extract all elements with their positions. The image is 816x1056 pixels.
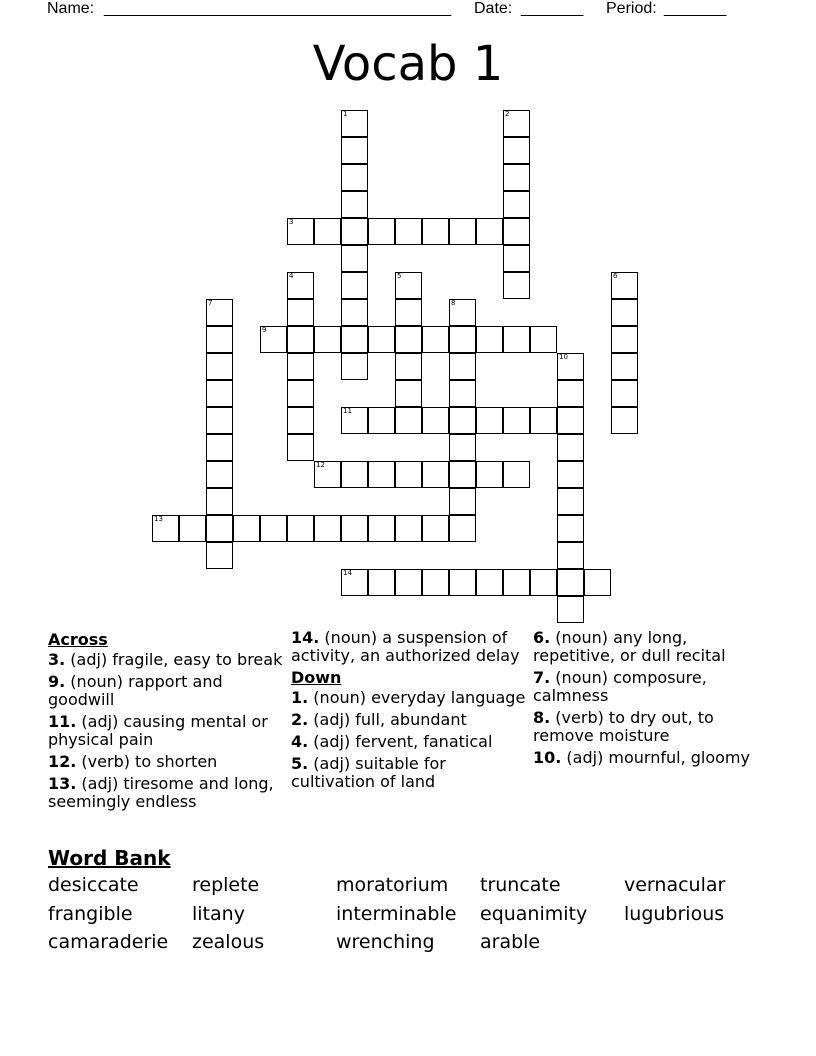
grid-cell[interactable] — [611, 380, 638, 407]
grid-cell[interactable] — [368, 218, 395, 245]
grid-cell[interactable] — [449, 299, 476, 326]
clue-text: (noun) composure, calmness — [533, 668, 707, 705]
grid-cell[interactable] — [206, 353, 233, 380]
grid-cell[interactable] — [260, 326, 287, 353]
grid-cell[interactable] — [449, 407, 476, 434]
cell-number: 7 — [208, 299, 213, 307]
grid-cell[interactable] — [476, 461, 503, 488]
grid-cell[interactable] — [287, 218, 314, 245]
clue-column-2 — [291, 629, 527, 795]
grid-cell[interactable] — [611, 407, 638, 434]
grid-cell[interactable] — [503, 137, 530, 164]
cell-number: 5 — [397, 272, 402, 280]
grid-cell[interactable] — [287, 353, 314, 380]
grid-cell[interactable] — [476, 407, 503, 434]
grid-cell[interactable] — [557, 596, 584, 623]
grid-cell[interactable] — [449, 488, 476, 515]
grid-cell[interactable] — [557, 515, 584, 542]
clue-across-3 — [48, 651, 284, 669]
grid-cell[interactable] — [341, 515, 368, 542]
across-heading: Across — [48, 630, 108, 649]
grid-cell[interactable] — [341, 353, 368, 380]
clue-column-1 — [48, 629, 284, 815]
word-bank-item: wrenching — [336, 931, 435, 953]
grid-cell[interactable] — [422, 569, 449, 596]
cell-number: 9 — [262, 326, 267, 334]
grid-cell[interactable] — [557, 380, 584, 407]
clue-text: (adj) full, abundant — [308, 710, 467, 729]
grid-cell[interactable] — [206, 488, 233, 515]
clue-number: 12. — [48, 752, 77, 771]
grid-cell[interactable] — [368, 461, 395, 488]
grid-cell[interactable] — [395, 353, 422, 380]
grid-cell[interactable] — [584, 569, 611, 596]
clue-across-14 — [291, 629, 527, 665]
grid-cell[interactable] — [449, 515, 476, 542]
clue-column-3 — [533, 629, 769, 771]
clue-text: (adj) causing mental or physical pain — [48, 712, 268, 749]
grid-cell[interactable] — [206, 407, 233, 434]
grid-cell[interactable] — [341, 218, 368, 245]
word-bank-item: equanimity — [480, 902, 588, 925]
grid-cell[interactable] — [152, 515, 179, 542]
clue-number: 7. — [533, 668, 551, 687]
clue-text: (adj) suitable for cultivation of land — [291, 754, 446, 791]
grid-cell[interactable] — [503, 245, 530, 272]
clue-number: 9. — [48, 672, 66, 691]
grid-cell[interactable] — [503, 407, 530, 434]
clue-text: (adj) fragile, easy to break — [65, 650, 283, 669]
grid-cell[interactable] — [530, 326, 557, 353]
grid-cell[interactable] — [341, 407, 368, 434]
grid-cell[interactable] — [341, 191, 368, 218]
grid-cell[interactable] — [206, 461, 233, 488]
clue-number: 6. — [533, 628, 551, 647]
clue-down-8 — [533, 709, 769, 745]
word-bank-item: interminable — [336, 902, 457, 925]
grid-cell[interactable] — [287, 299, 314, 326]
grid-cell[interactable] — [287, 434, 314, 461]
clue-number: 13. — [48, 774, 77, 793]
grid-cell[interactable] — [287, 272, 314, 299]
clue-text: (adj) mournful, gloomy — [561, 748, 750, 767]
grid-cell[interactable] — [530, 407, 557, 434]
grid-cell[interactable] — [530, 569, 557, 596]
word-bank-item: replete — [192, 874, 260, 896]
word-bank-item: lugubrious — [624, 902, 725, 925]
cell-number: 4 — [289, 272, 294, 280]
clue-number: 3. — [48, 650, 66, 669]
grid-cell[interactable] — [314, 515, 341, 542]
clue-across-12 — [48, 753, 284, 771]
grid-cell[interactable] — [557, 353, 584, 380]
period-blank-line[interactable]: _______ — [664, 0, 727, 17]
grid-cell[interactable] — [341, 137, 368, 164]
page-title: Vocab 1 — [312, 36, 504, 92]
grid-cell[interactable] — [206, 515, 233, 542]
clue-number: 5. — [291, 754, 309, 773]
cell-number: 12 — [316, 461, 325, 469]
grid-cell[interactable] — [341, 569, 368, 596]
grid-cell[interactable] — [611, 299, 638, 326]
word-bank-item: zealous — [192, 931, 265, 953]
grid-cell[interactable] — [368, 515, 395, 542]
grid-cell[interactable] — [422, 407, 449, 434]
grid-cell[interactable] — [260, 515, 287, 542]
date-label: Date: — [474, 0, 513, 17]
cell-number: 3 — [289, 218, 294, 226]
grid-cell[interactable] — [449, 380, 476, 407]
clue-number: 1. — [291, 688, 309, 707]
word-bank-item: litany — [192, 902, 245, 925]
cell-number: 8 — [451, 299, 456, 307]
grid-cell[interactable] — [557, 434, 584, 461]
clue-down-1 — [291, 689, 527, 707]
clue-down-2 — [291, 711, 527, 729]
word-bank-item: truncate — [480, 874, 561, 896]
clue-text: (noun) everyday language — [308, 688, 526, 707]
cell-number: 10 — [559, 353, 568, 361]
clue-down-4 — [291, 733, 527, 751]
grid-cell[interactable] — [314, 218, 341, 245]
clue-number: 14. — [291, 628, 320, 647]
grid-cell[interactable] — [557, 542, 584, 569]
clue-text: (noun) a suspension of activity, an authorized delay — [291, 628, 520, 665]
clue-text: (noun) rapport and goodwill — [48, 672, 223, 709]
grid-cell[interactable] — [341, 164, 368, 191]
clue-number: 2. — [291, 710, 309, 729]
grid-cell[interactable] — [206, 542, 233, 569]
grid-cell[interactable] — [368, 326, 395, 353]
grid-cell[interactable] — [449, 569, 476, 596]
clue-text: (adj) fervent, fanatical — [308, 732, 493, 751]
grid-cell[interactable] — [503, 272, 530, 299]
cell-number: 6 — [613, 272, 618, 280]
grid-cell[interactable] — [449, 353, 476, 380]
grid-cell[interactable] — [557, 488, 584, 515]
grid-cell[interactable] — [341, 299, 368, 326]
grid-cell[interactable] — [233, 515, 260, 542]
grid-cell[interactable] — [287, 515, 314, 542]
grid-cell[interactable] — [611, 326, 638, 353]
word-bank-item: arable — [480, 931, 541, 953]
grid-cell[interactable] — [422, 461, 449, 488]
word-bank-item: moratorium — [336, 874, 449, 896]
clue-across-13 — [48, 775, 284, 811]
grid-cell[interactable] — [557, 407, 584, 434]
grid-cell[interactable] — [395, 272, 422, 299]
cell-number: 13 — [154, 515, 163, 523]
grid-cell[interactable] — [611, 353, 638, 380]
grid-cell[interactable] — [179, 515, 206, 542]
grid-cell[interactable] — [557, 461, 584, 488]
grid-cell[interactable] — [206, 299, 233, 326]
grid-cell[interactable] — [395, 515, 422, 542]
grid-cell[interactable] — [395, 299, 422, 326]
clue-down-7 — [533, 669, 769, 705]
word-bank-item: vernacular — [624, 874, 726, 896]
grid-cell[interactable] — [503, 191, 530, 218]
grid-cell[interactable] — [341, 110, 368, 137]
grid-cell[interactable] — [206, 326, 233, 353]
grid-cell[interactable] — [503, 110, 530, 137]
grid-cell[interactable] — [422, 515, 449, 542]
clue-number: 8. — [533, 708, 551, 727]
grid-cell[interactable] — [395, 569, 422, 596]
grid-cell[interactable] — [611, 272, 638, 299]
name-label: Name: — [47, 0, 95, 17]
down-heading: Down — [291, 668, 342, 687]
word-bank-item: camaraderie — [48, 931, 169, 953]
grid-cell[interactable] — [341, 245, 368, 272]
grid-cell[interactable] — [395, 407, 422, 434]
grid-cell[interactable] — [449, 461, 476, 488]
word-bank-heading: Word Bank — [48, 846, 171, 870]
date-blank-line[interactable]: _______ — [521, 0, 584, 17]
grid-cell[interactable] — [368, 569, 395, 596]
grid-cell[interactable] — [314, 461, 341, 488]
word-bank-item: desiccate — [48, 874, 139, 896]
clue-number: 10. — [533, 748, 562, 767]
clue-down-10 — [533, 749, 769, 767]
grid-cell[interactable] — [395, 461, 422, 488]
cell-number: 1 — [343, 110, 348, 118]
grid-cell[interactable] — [368, 407, 395, 434]
grid-cell[interactable] — [449, 218, 476, 245]
grid-cell[interactable] — [287, 380, 314, 407]
clue-across-9 — [48, 673, 284, 709]
grid-cell[interactable] — [287, 326, 314, 353]
grid-cell[interactable] — [503, 218, 530, 245]
name-blank-line[interactable]: _______________________________________ — [104, 0, 452, 17]
clue-down-5 — [291, 755, 527, 791]
grid-cell[interactable] — [314, 326, 341, 353]
grid-cell[interactable] — [395, 326, 422, 353]
grid-cell[interactable] — [395, 218, 422, 245]
clue-text: (noun) any long, repetitive, or dull recital — [533, 628, 726, 665]
grid-cell[interactable] — [557, 569, 584, 596]
grid-cell[interactable] — [341, 326, 368, 353]
clue-text: (verb) to shorten — [76, 752, 218, 771]
period-label: Period: — [606, 0, 657, 17]
cell-number: 14 — [343, 569, 352, 577]
grid-cell[interactable] — [206, 380, 233, 407]
grid-cell[interactable] — [287, 407, 314, 434]
grid-cell[interactable] — [449, 326, 476, 353]
grid-cell[interactable] — [476, 326, 503, 353]
grid-cell[interactable] — [341, 272, 368, 299]
cell-number: 11 — [343, 407, 352, 415]
grid-cell[interactable] — [503, 461, 530, 488]
grid-cell[interactable] — [341, 461, 368, 488]
grid-cell[interactable] — [395, 380, 422, 407]
grid-cell[interactable] — [503, 164, 530, 191]
grid-cell[interactable] — [476, 569, 503, 596]
grid-cell[interactable] — [449, 434, 476, 461]
grid-cell[interactable] — [476, 218, 503, 245]
clue-down-6 — [533, 629, 769, 665]
grid-cell[interactable] — [503, 569, 530, 596]
clue-across-11 — [48, 713, 284, 749]
grid-cell[interactable] — [422, 218, 449, 245]
clue-text: (verb) to dry out, to remove moisture — [533, 708, 714, 745]
clue-text: (adj) tiresome and long, seemingly endless — [48, 774, 274, 811]
clue-number: 11. — [48, 712, 77, 731]
grid-cell[interactable] — [206, 434, 233, 461]
clue-number: 4. — [291, 732, 309, 751]
cell-number: 2 — [505, 110, 510, 118]
word-bank-item: frangible — [48, 902, 133, 925]
grid-cell[interactable] — [503, 326, 530, 353]
grid-cell[interactable] — [422, 326, 449, 353]
